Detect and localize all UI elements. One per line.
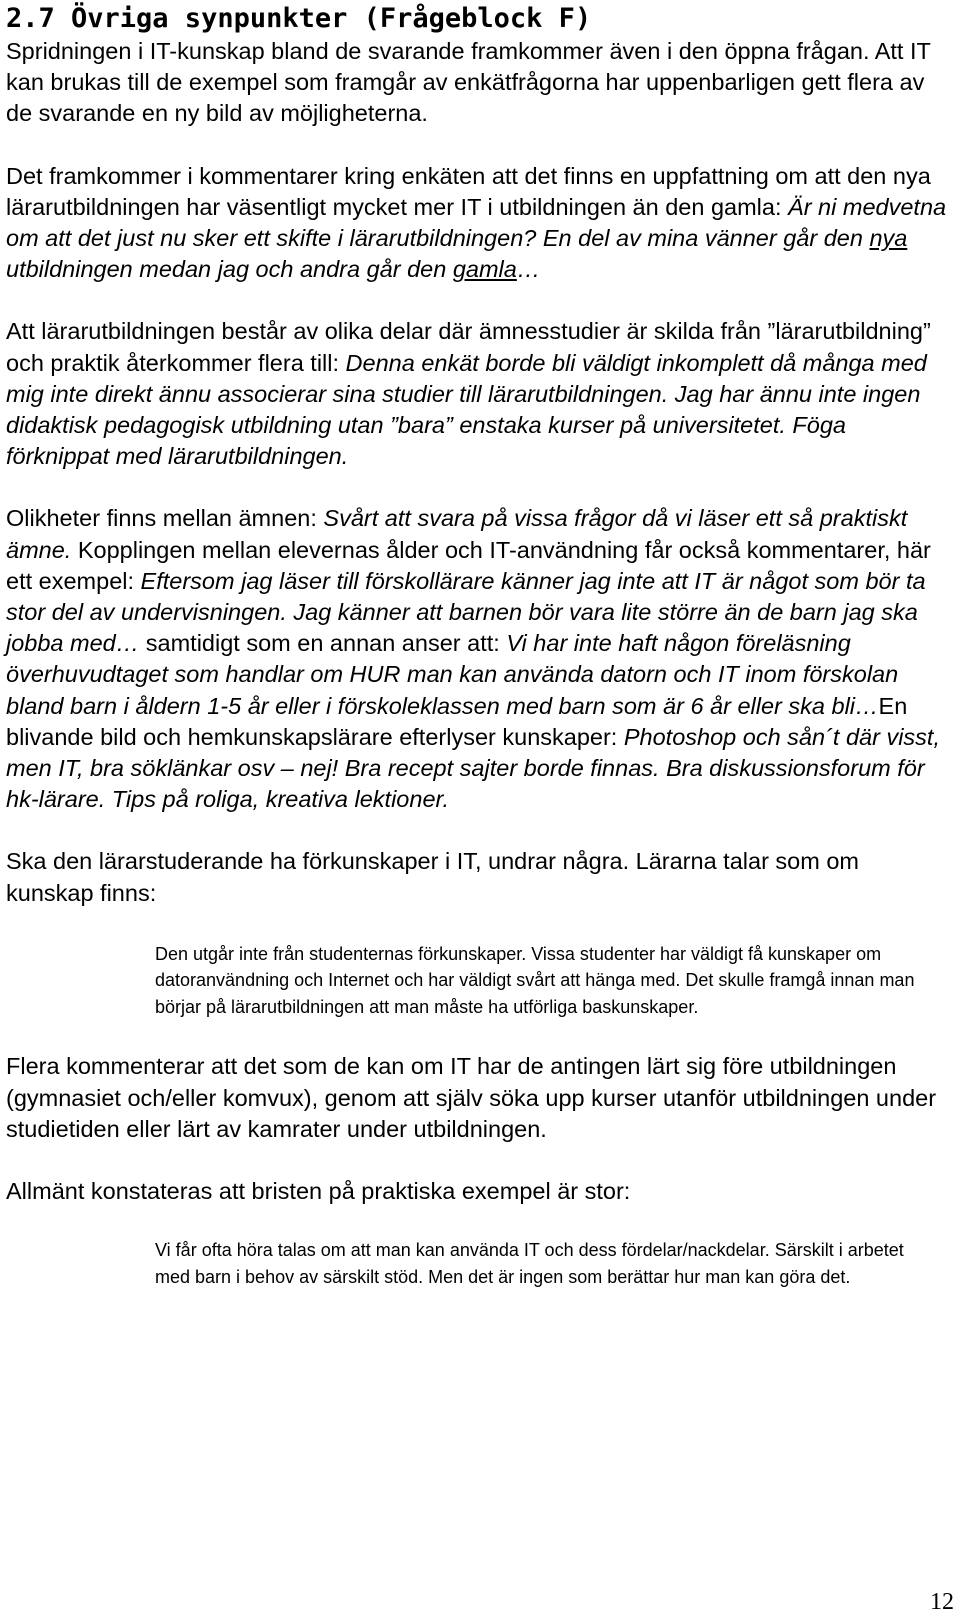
quote-italic: Eftersom jag läser till förskollärare känner jag inte att IT är något som bör ta stor del av undervisningen. Jag känner att barnen bör vara lite större än de barn jag ska jobba med… [6, 567, 926, 657]
quote-italic: Vi har inte haft någon föreläsning överhuvudtaget som handlar om HUR man kan använda datorn och IT inom förskolan bland barn i åldern 1-5 år eller i förskoleklassen med barn som är 6 år eller ska bli… [6, 630, 899, 719]
paragraph-intro: Spridningen i IT-kunskap bland de svarande framkommer även i den öppna frågan. Att IT kan brukas till de exempel som framgår av enkätfrågorna har uppenbarligen gett flera av de svarande en ny bild av möjligheterna. [6, 38, 931, 127]
text-run: Olikheter finns mellan ämnen: [6, 505, 324, 532]
block-quote-teachers: Den utgår inte från studenternas förkunskaper. Vissa studenter har väldigt få kunskaper om datoranvändning och Internet och har väldigt svårt att hänga med. Det skulle framgå innan man börjar på lärarutbildningen att man måste ha utförliga baskunskaper. [155, 943, 915, 1017]
document-page [6, 0, 952, 1290]
paragraph-comments-new-program [6, 161, 952, 286]
paragraph-where-learned: Flera kommenterar att det som de kan om IT har de antingen lärt sig före utbildningen (gymnasiet och/eller komvux), genom att själv söka upp kurser utanför utbildningen under studietiden eller lärt av kamrater under utbildningen. [6, 1053, 937, 1142]
emphasis-underline: nya [869, 225, 908, 252]
page-number: 12 [930, 1589, 954, 1615]
section-heading: 2.7 Övriga synpunkter (Frågeblock F) [6, 3, 592, 34]
quote-italic: Är ni medvetna om att det just nu sker ett skifte i lärarutbildningen? En del av mina vänner går den nya utbildningen medan jag och andra går den gamla… [6, 193, 947, 283]
text-run: samtidigt som en annan anser att: [139, 630, 507, 657]
paragraph-lack-of-examples: Allmänt konstateras att bristen på praktiska exempel är stor: [6, 1177, 631, 1204]
quote-italic: Denna enkät borde bli väldigt inkomplett då många med mig inte direkt ännu associerar sina studier till lärarutbildningen. Jag har ännu inte ingen didaktisk pedagogisk utbildning utan ”bara” enstaka kurser på universitetet. Föga förknippat med lärarutbildningen. [6, 349, 927, 470]
quote-italic: Photoshop och sån´t där visst, men IT, bra söklänkar osv – nej! Bra recept sajter borde finnas. Bra diskussionsforum för hk-lärare. Tips på roliga, kreativa lektioner. [6, 723, 940, 813]
paragraph-program-parts [6, 316, 952, 472]
text-run: Det framkommer i kommentarer kring enkäten att det finns en uppfattning om att den nya lärarutbildningen har väsentligt mycket mer IT i utbildningen än den gamla: [6, 162, 931, 220]
paragraph-prior-knowledge: Ska den lärarstuderande ha förkunskaper i IT, undrar några. Lärarna talar som om kunskap finns: [6, 848, 859, 906]
text-run: Kopplingen mellan elevernas ålder och IT-användning får också kommentarer, här ett exempel: [6, 536, 931, 594]
emphasis-underline: gamla [452, 256, 517, 283]
quote-italic: Svårt att svara på vissa frågor då vi läser ett så praktiskt ämne. [6, 505, 908, 563]
block-quote-examples: Vi får ofta höra talas om att man kan använda IT och dess fördelar/nackdelar. Särskilt i arbetet med barn i behov av särskilt stöd. Men det är ingen som berättar hur man kan göra det. [155, 1240, 904, 1287]
paragraph-subject-differences [6, 503, 952, 815]
text-run: En blivande bild och hemkunskapslärare efterlyser kunskaper: [6, 692, 908, 750]
text-run: Att lärarutbildningen består av olika delar där ämnesstudier är skilda från ”lärarutbildning” och praktik återkommer flera till: [6, 318, 931, 376]
